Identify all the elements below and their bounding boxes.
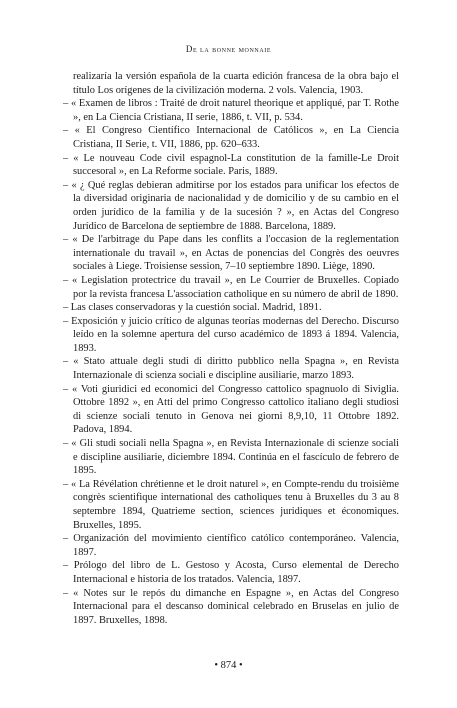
bibliography-entry: realizaría la versión española de la cuarta edición francesa de la obra bajo el título Los orígenes de la civilización moderna. 2 vols. Valencia, 1903. xyxy=(73,71,399,96)
bibliography-entry: – Exposición y juicio crítico de algunas teorías modernas del Derecho. Discurso leído en la solemne apertura del curso académico de 1893 á 1894. Valencia, 1893. xyxy=(63,315,399,354)
bibliography-entry: – « Le nouveau Code civil espagnol-La constitution de la famille-Le Droit succesoral », en La Reforme sociale. Paris, 1889. xyxy=(63,152,399,178)
bibliography-entry: – Prólogo del libro de L. Gestoso y Acosta, Curso elemental de Derecho Internacional e historia de los tratados. Valencia, 1897. xyxy=(63,560,399,585)
bibliography-entry: – « Examen de libros : Traité de droit naturel theorique et appliqué, par T. Rothe », en La Ciencia Cristiana, II serie, 1886, t. VII, p. 534. xyxy=(63,98,399,123)
bibliography-list xyxy=(63,70,399,627)
bibliography-entry: – Las clases conservadoras y la cuestión social. Madrid, 1891. xyxy=(63,302,322,314)
bibliography-entry: – « Stato attuale degli studi di diritto pubblico nella Spagna », en Revista Internazionale di scienza sociali e discipline ausiliarie, marzo 1893. xyxy=(63,356,399,382)
bibliography-entry: – « Notes sur le repós du dimanche en Espagne », en Actas del Congreso Internacional para el descanso dominical celebrado en Bruselas en julio de 1897. Bruxelles, 1898. xyxy=(63,587,399,626)
bibliography-entry: – « La Révélation chrétienne et le droit naturel », en Compte-rendu du troisième congrès scientifique international des catholiques tenu à Bruxelles du 3 au 8 septembre 1894, Quatrieme section, sciences juridiques et économiques. Bruxelles, 1895. xyxy=(63,478,399,531)
bibliography-entry: – « De l'arbitrage du Pape dans les conflits a l'occasion de la reglementation internationale du travail », en Actas de ponencias del Congrès des oeuvres sociales à Liege. Troisiense session, 7–10 septiembre 1890. Liège, 1890. xyxy=(63,234,399,273)
bibliography-entry: – « Legislation protectrice du travail », en Le Courrier de Bruxelles. Copiado por la revista francesa L'association catholique en su número de abril de 1890. xyxy=(63,274,399,300)
bibliography-entry: – « ¿ Qué reglas debieran admitirse por los estados para unificar los efectos de la diversidad originaria de nacionalidad y de domicilio y de su cambio en el orden jurídico de la familia y de la sucesión ? », en Actas del Congreso Jurídico de Barcelona de septiembre de 1888. Barcelona, 1889. xyxy=(63,179,399,232)
bibliography-entry: – « Voti giuridici ed economici del Congresso cattolico spagnuolo di Siviglia. Ottobre 1892 », en Atti del primo Congresso cattolico italiano degli studiosi di scienze sociali tenuto in Genova nei giorni 8,9,10, 11 Ottobre 1892. Padova, 1894. xyxy=(63,383,399,436)
running-head: De la bonne monnaie xyxy=(185,44,272,54)
page-number: • 874 • xyxy=(214,660,243,671)
bibliography-entry: – « Gli studi sociali nella Spagna », en Revista Internazionale di scienze sociali e discipline ausiliarie, diciembre 1894. Continúa en el fascículo de febrero de 1895. xyxy=(63,438,399,477)
bibliography-entry: – « El Congreso Científico Internacional de Católicos », en La Ciencia Cristiana, II Serie, t. VII, 1886, pp. 620–633. xyxy=(63,125,399,150)
bibliography-entry: – Organización del movimiento científico católico contemporáneo. Valencia, 1897. xyxy=(63,533,399,558)
